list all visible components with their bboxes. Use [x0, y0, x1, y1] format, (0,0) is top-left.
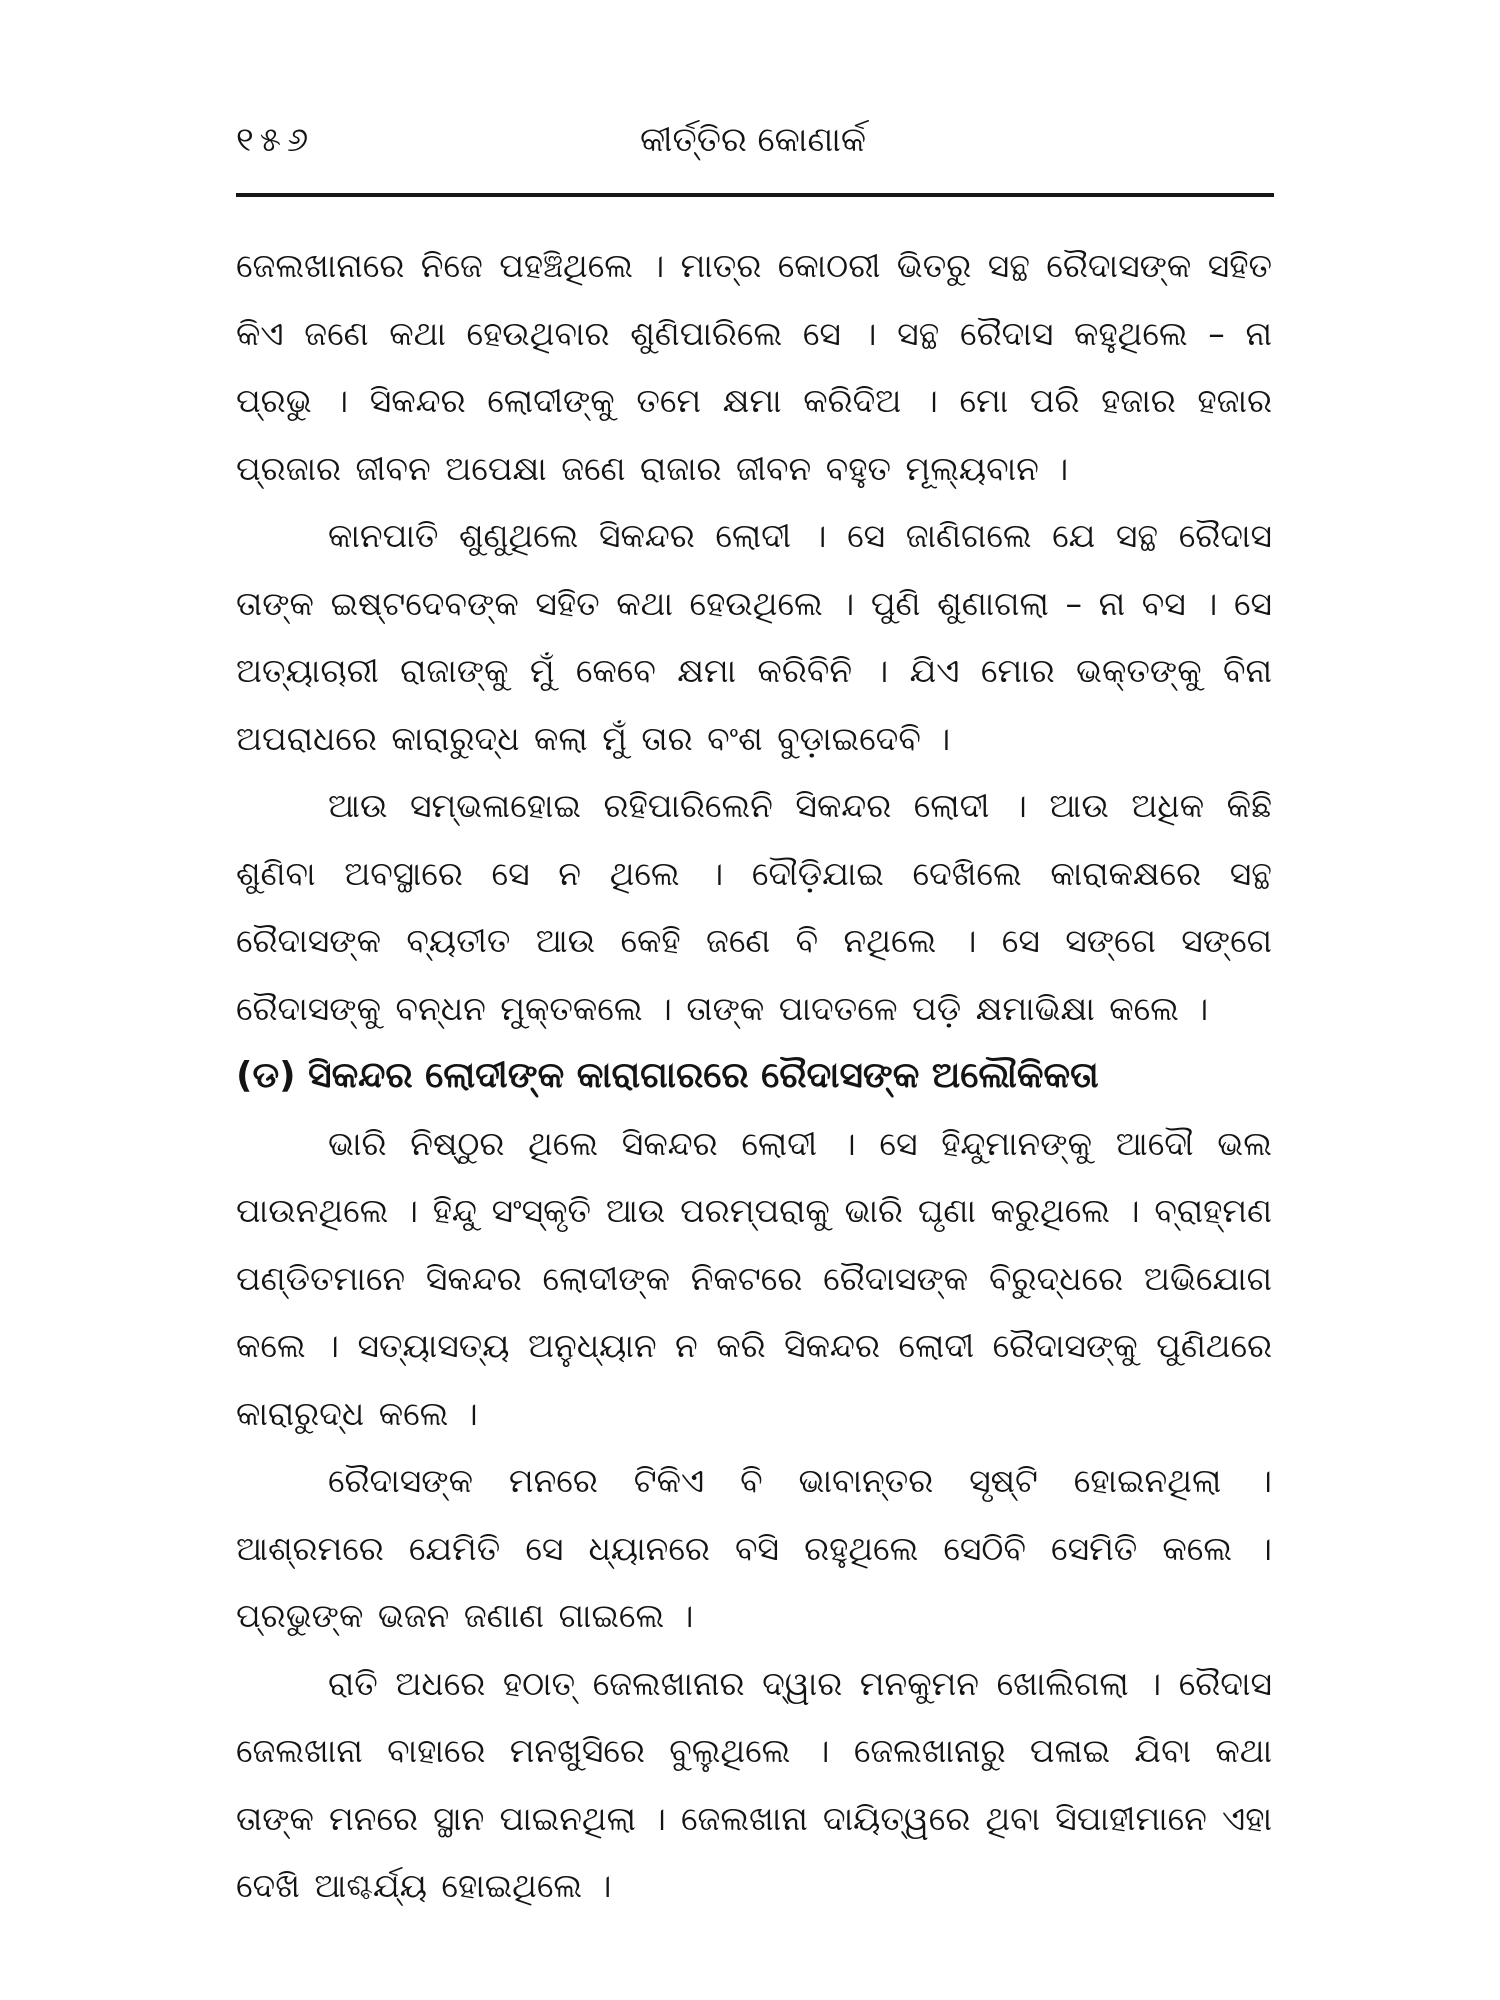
- paragraph-6: ରାତି ଅଧରେ ହଠାତ୍ ଜେଲଖାନାର ଦ୍ୱାର ମନକୁମନ ଖୋଲିଗଲା । ରୈଦାସ ଜେଲଖାନା ବାହାରେ ମନଖୁସିରେ ବୁଲୁଥିଲେ । ଜେଲଖାନାରୁ ପଳାଇ ଯିବା କଥା ତାଙ୍କ ମନରେ ସ୍ଥାନ ପାଇନଥିଲା । ଜେଲଖାନା ଦାୟିତ୍ୱରେ ଥିବା ସିପାହୀମାନେ ଏହା ଦେଖି ଆଶ୍ଚର୍ଯ୍ୟ ହୋଇଥିଲେ ।: [236, 1663, 1272, 1905]
- running-title: କୀର୍ତ୍ତିର କୋଣାର୍କ: [639, 120, 867, 160]
- paragraph-2: କାନପାତି ଶୁଣୁଥିଲେ ସିକନ୍ଦର ଲୋଦୀ । ସେ ଜାଣିଗଲେ ଯେ ସନ୍ଥ ରୈଦାସ ତାଙ୍କ ଇଷ୍ଟଦେବଙ୍କ ସହିତ କଥା ହେଉଥିଲେ । ପୁଣି ଶୁଣାଗଲା – ନା ବସ । ସେ ଅତ୍ୟାଚାରୀ ରାଜାଙ୍କୁ ମୁଁ କେବେ କ୍ଷମା କରିବିନି । ଯିଏ ମୋର ଭକ୍ତଙ୍କୁ ବିନା ଅପରାଧରେ କାରାରୁଦ୍ଧ କଲା ମୁଁ ତାର ବଂଶ ବୁଡ଼ାଇଦେବି ।: [236, 516, 1272, 758]
- paragraph-5: ରୈଦାସଙ୍କ ମନରେ ଟିକିଏ ବି ଭାବାନ୍ତର ସୃଷ୍ଟି ହୋଇନଥିଲା । ଆଶ୍ରମରେ ଯେମିତି ସେ ଧ୍ୟାନରେ ବସି ରହୁଥିଲେ ସେଠିବି ସେମିତି କଲେ । ପ୍ରଭୁଙ୍କ ଭଜନ ଜଣାଣ ଗାଇଲେ ।: [236, 1461, 1272, 1635]
- page-body: [236, 232, 1272, 1920]
- paragraph-4: ଭାରି ନିଷ୍ଠୁର ଥିଲେ ସିକନ୍ଦର ଲୋଦୀ । ସେ ହିନ୍ଦୁମାନଙ୍କୁ ଆଦୌ ଭଲ ପାଉନଥିଲେ । ହିନ୍ଦୁ ସଂସ୍କୃତି ଆଉ ପରମ୍ପରାକୁ ଭାରି ଘୃଣା କରୁଥିଲେ । ବ୍ରାହ୍ମଣ ପଣ୍ଡିତମାନେ ସିକନ୍ଦର ଲୋଦୀଙ୍କ ନିକଟରେ ରୈଦାସଙ୍କ ବିରୁଦ୍ଧରେ ଅଭିଯୋଗ କଲେ । ସତ୍ୟାସତ୍ୟ ଅନୁଧ୍ୟାନ ନ କରି ସିକନ୍ଦର ଲୋଦୀ ରୈଦାସଙ୍କୁ ପୁଣିଥରେ କାରାରୁଦ୍ଧ କଲେ ।: [236, 1123, 1272, 1433]
- paragraph-1: ଜେଲଖାନାରେ ନିଜେ ପହଞ୍ଚିଥିଲେ । ମାତ୍ର କୋଠରୀ ଭିତରୁ ସନ୍ଥ ରୈଦାସଙ୍କ ସହିତ କିଏ ଜଣେ କଥା ହେଉଥିବାର ଶୁଣିପାରିଲେ ସେ । ସନ୍ଥ ରୈଦାସ କହୁଥିଲେ – ନା ପ୍ରଭୁ । ସିକନ୍ଦର ଲୋଦୀଙ୍କୁ ତମେ କ୍ଷମା କରିଦିଅ । ମୋ ପରି ହଜାର ହଜାର ପ୍ରଜାର ଜୀବନ ଅପେକ୍ଷା ଜଣେ ରାଜାର ଜୀବନ ବହୁତ ମୂଲ୍ୟବାନ ।: [236, 246, 1272, 488]
- page-header: [236, 118, 1270, 178]
- page-number: ୧୫୬: [236, 120, 315, 160]
- paragraph-3: ଆଉ ସମ୍ଭଳାହୋଇ ରହିପାରିଲେନି ସିକନ୍ଦର ଲୋଦୀ । ଆଉ ଅଧିକ କିଛି ଶୁଣିବା ଅବସ୍ଥାରେ ସେ ନ ଥିଲେ । ଦୌଡ଼ିଯାଇ ଦେଖିଲେ କାରାକକ୍ଷରେ ସନ୍ଥ ରୈଦାସଙ୍କ ବ୍ୟତୀତ ଆଉ କେହି ଜଣେ ବି ନଥିଲେ । ସେ ସଙ୍ଗେ ସଙ୍ଗେ ରୈଦାସଙ୍କୁ ବନ୍ଧନ ମୁକ୍ତକଲେ । ତାଙ୍କ ପାଦତଳେ ପଡ଼ି କ୍ଷମାଭିକ୍ଷା କଲେ ।: [236, 786, 1272, 1028]
- section-heading: (ଡ) ସିକନ୍ଦର ଲୋଦୀଙ୍କ କାରାଗାରରେ ରୈଦାସଙ୍କ ଅଲୌକିକତା: [236, 1055, 1099, 1096]
- header-divider: [236, 193, 1274, 197]
